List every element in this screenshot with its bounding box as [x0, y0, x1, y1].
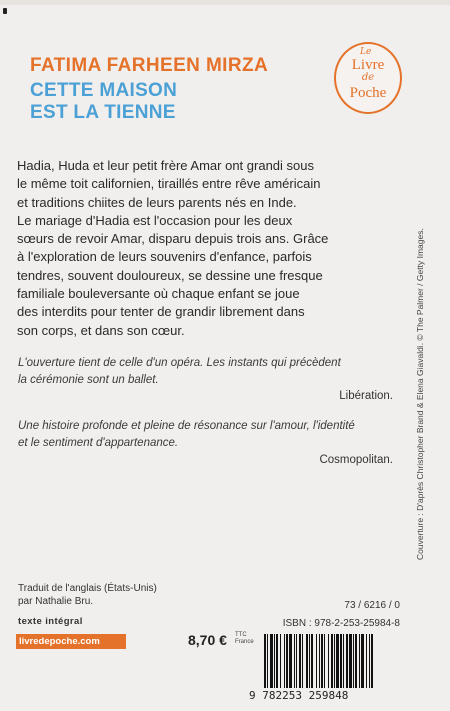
synopsis-line: son corps, et dans son cœur.: [17, 322, 185, 338]
translation-line: Traduit de l'anglais (États-Unis): [18, 583, 157, 594]
barcode-bar: [331, 634, 333, 688]
barcode-bar: [353, 634, 354, 688]
barcode-bar: [274, 634, 275, 688]
translation-note: [18, 583, 157, 608]
print-mark: [3, 8, 7, 14]
barcode-bar: [340, 634, 342, 688]
isbn: ISBN : 978-2-253-25984-8: [282, 618, 400, 629]
price-note-ttc: TTC: [235, 632, 247, 638]
barcode-bar: [336, 634, 339, 688]
barcode-bar: [321, 634, 323, 688]
barcode-bar: [267, 634, 268, 688]
barcode-bar: [334, 634, 335, 688]
barcode-bar: [349, 634, 352, 688]
synopsis-line: Le mariage d'Hadia est l'occasion pour les deux: [17, 212, 293, 228]
synopsis-line: à l'exploration de leurs souvenirs d'enfance, parfois: [17, 249, 312, 265]
integral-text-label: texte intégral: [18, 616, 83, 627]
synopsis-line: tendres, souvent douloureux, se dessine une fresque: [17, 267, 323, 283]
synopsis-line: familiale bouleversante où chaque enfant se joue: [17, 286, 300, 302]
quote-2: [18, 418, 393, 452]
barcode-bar: [270, 634, 273, 688]
barcode-bar: [309, 634, 310, 688]
translation-line: par Nathalie Bru.: [18, 595, 94, 607]
synopsis-line: le même toit californien, tiraillés entre rêve américain: [17, 176, 321, 192]
barcode-bar: [289, 634, 292, 688]
logo-de: de: [361, 72, 375, 83]
quote-1-source: Libération.: [339, 390, 393, 402]
synopsis: [17, 157, 397, 340]
price-note: [235, 632, 254, 646]
quote-1: [18, 355, 393, 389]
logo-le: Le: [360, 47, 372, 57]
author-name: FATIMA FARHEEN MIRZA: [30, 55, 269, 76]
barcode: [260, 634, 402, 692]
price-note-france: France: [235, 639, 254, 645]
cover-credits: Couverture : D'après Christopher Brand & Elena Giavaldi. © The Palmer / Getty Images.: [415, 228, 425, 560]
barcode-bar: [311, 634, 313, 688]
barcode-bar: [319, 634, 320, 688]
barcode-bar: [371, 634, 373, 688]
barcode-bar: [302, 634, 303, 688]
quote-line: la cérémonie sont un ballet.: [18, 373, 159, 386]
barcode-bar: [369, 634, 370, 688]
logo-livre: Livre: [351, 57, 385, 73]
barcode-bar: [361, 634, 364, 688]
barcode-bar: [343, 634, 344, 688]
barcode-bar: [355, 634, 357, 688]
price: 8,70 €: [188, 632, 227, 648]
product-code: 73 / 6216 / 0: [344, 600, 400, 611]
quote-line: Une histoire profonde et pleine de résonance sur l'amour, l'identité: [18, 420, 355, 432]
logo-poche: Poche: [349, 85, 387, 101]
barcode-bar: [299, 634, 301, 688]
quote-line: et le sentiment d'appartenance.: [18, 436, 179, 449]
barcode-bar: [346, 634, 348, 688]
barcode-bar: [328, 634, 329, 688]
barcode-bar: [284, 634, 285, 688]
barcode-digits: 9 782253 259848: [249, 689, 349, 702]
barcode-bar: [280, 634, 281, 688]
website-banner: livredepoche.com: [16, 634, 126, 649]
synopsis-line: et traditions chiites de leurs parents nés en Inde.: [17, 194, 297, 210]
barcode-bar: [366, 634, 367, 688]
barcode-bar: [316, 634, 317, 688]
barcode-bar: [324, 634, 325, 688]
barcode-bar: [359, 634, 360, 688]
barcode-bar: [264, 634, 266, 688]
livre-de-poche-logo: [334, 42, 402, 114]
synopsis-line: sœurs de revoir Amar, disparu depuis trois ans. Grâce: [17, 231, 329, 247]
barcode-bar: [276, 634, 278, 688]
barcode-bars: [260, 634, 402, 692]
barcode-bar: [286, 634, 288, 688]
title-line-2: EST LA TIENNE: [30, 102, 176, 123]
barcode-bar: [306, 634, 308, 688]
book-title: [30, 80, 320, 124]
page-top-edge: [0, 0, 450, 5]
barcode-bar: [294, 634, 295, 688]
synopsis-line: des interdits pour tenter de grandir librement dans: [17, 304, 305, 320]
title-line-1: CETTE MAISON: [30, 80, 178, 101]
barcode-bar: [296, 634, 297, 688]
quote-2-source: Cosmopolitan.: [319, 454, 393, 466]
synopsis-line: Hadia, Huda et leur petit frère Amar ont grandi sous: [17, 158, 314, 173]
quote-line: L'ouverture tient de celle d'un opéra. Les instants qui précèdent: [18, 357, 341, 369]
